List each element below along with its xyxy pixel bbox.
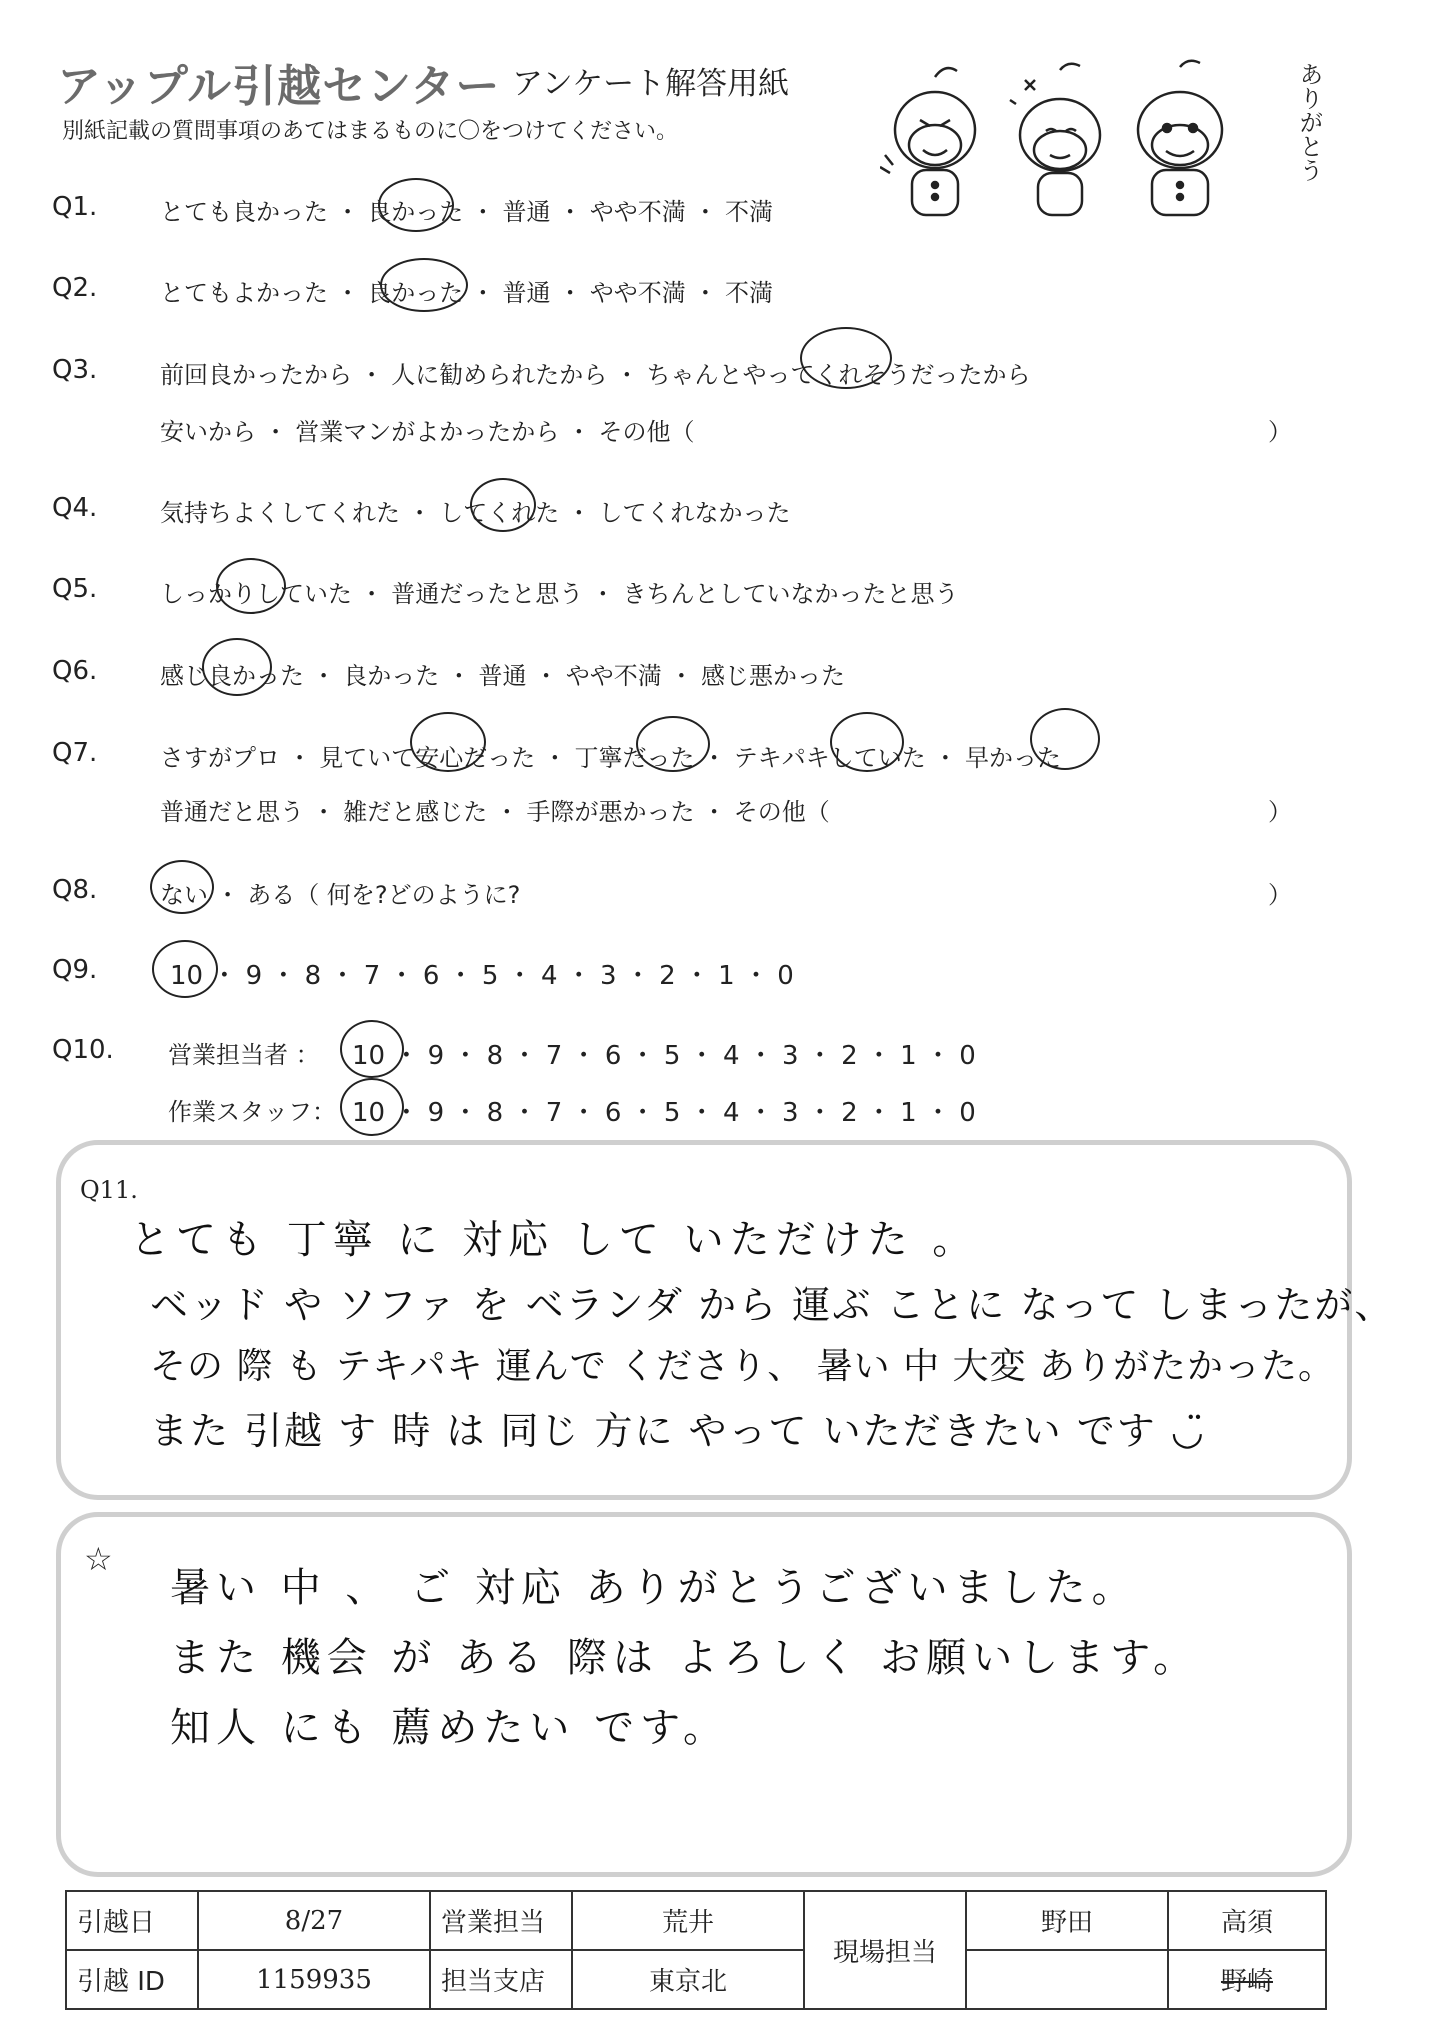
- q5-options[interactable]: しっかりしていた ・ 普通だったと思う ・ きちんとしていなかったと思う: [160, 580, 959, 608]
- q7-answer-circle-hayakatta: [1030, 708, 1100, 770]
- form-title: アンケート解答用紙: [512, 66, 790, 102]
- q10-sales-label: 営業担当者 ：: [168, 1041, 320, 1069]
- q5-answer-circle: [216, 558, 286, 614]
- q11-comment-line: その 際 も テキパキ 運んで くださり、 暑い 中 大変 ありがたかった。: [150, 1346, 1335, 1387]
- q6-label: Q6.: [52, 656, 98, 686]
- move-id-label: 引越 ID: [66, 1950, 198, 2009]
- star-icon: ☆: [84, 1540, 113, 1578]
- site-staff-value: 野崎: [1168, 1950, 1326, 2009]
- monkey-mascots-image: [880, 55, 1320, 225]
- sales-staff-label: 営業担当: [430, 1891, 572, 1950]
- move-date-label: 引越日: [66, 1891, 198, 1950]
- q10-staff-options[interactable]: 10 ・ 9 ・ 8 ・ 7 ・ 6 ・ 5 ・ 4 ・ 3 ・ 2 ・ 1 ・ 0: [352, 1098, 976, 1128]
- mascot-thanks-text: ありがとう: [1295, 62, 1323, 182]
- q4-answer-circle: [470, 478, 536, 532]
- reply-line: 暑い 中 、 ご 対応 ありがとうございました。: [170, 1565, 1138, 1611]
- q4-options[interactable]: 気持ちよくしてくれた ・ してくれた ・ してくれなかった: [160, 499, 791, 527]
- q8-label: Q8.: [52, 875, 98, 905]
- move-id-value: 1159935: [198, 1950, 430, 2009]
- q3-answer-circle: [800, 327, 892, 389]
- q10-sales-answer-circle: [340, 1020, 404, 1078]
- q1-options[interactable]: とても良かった ・ 良かった ・ 普通 ・ やや不満 ・ 不満: [160, 198, 774, 226]
- q7-answer-circle-tekipaki: [830, 712, 904, 772]
- branch-label: 担当支店: [430, 1950, 572, 2009]
- q8-answer-circle: [150, 860, 214, 914]
- sales-staff-value: 荒井: [572, 1891, 804, 1950]
- move-info-table: [65, 1890, 1327, 2010]
- q1-label: Q1.: [52, 192, 98, 222]
- instruction-text: 別紙記載の質問事項のあてはまるものに〇をつけてください。: [62, 119, 679, 144]
- q10-staff-answer-circle: [340, 1078, 404, 1136]
- q9-answer-circle: [152, 940, 218, 998]
- q10-staff-label: 作業スタッフ：: [168, 1098, 336, 1126]
- q2-options[interactable]: とてもよかった ・ 良かった ・ 普通 ・ やや不満 ・ 不満: [160, 279, 774, 307]
- q6-options[interactable]: 感じ良かった ・ 良かった ・ 普通 ・ やや不満 ・ 感じ悪かった: [160, 662, 846, 690]
- site-staff-value: 高須: [1168, 1891, 1326, 1950]
- q3-close-paren: ）: [1268, 418, 1292, 446]
- q7-options-line2[interactable]: 普通だと思う ・ 雑だと感じた ・ 手際が悪かった ・ その他（: [160, 798, 830, 826]
- q11-label: Q11.: [80, 1176, 138, 1204]
- q2-answer-circle: [380, 258, 468, 312]
- q4-label: Q4.: [52, 493, 98, 523]
- q8-options[interactable]: ない ・ ある（ 何を?どのように?: [160, 881, 521, 909]
- q9-label: Q9.: [52, 955, 98, 985]
- q8-close-paren: ）: [1268, 881, 1292, 909]
- site-staff-label: 現場担当: [804, 1891, 966, 2009]
- branch-value: 東京北: [572, 1950, 804, 2009]
- q7-answer-circle-teinei: [636, 716, 710, 772]
- q9-options[interactable]: 10 ・ 9 ・ 8 ・ 7 ・ 6 ・ 5 ・ 4 ・ 3 ・ 2 ・ 1 ・ 0: [170, 961, 794, 991]
- q1-answer-circle: [378, 178, 454, 232]
- q10-sales-options[interactable]: 10 ・ 9 ・ 8 ・ 7 ・ 6 ・ 5 ・ 4 ・ 3 ・ 2 ・ 1 ・ 0: [352, 1041, 976, 1071]
- site-staff-value: 野田: [966, 1891, 1168, 1950]
- q2-label: Q2.: [52, 273, 98, 303]
- move-date-value: 8/27: [198, 1891, 430, 1950]
- reply-line: また 機会 が ある 際は よろしく お願いします。: [170, 1635, 1200, 1681]
- q7-label: Q7.: [52, 738, 98, 768]
- q7-options-line1[interactable]: さすがプロ ・ 見ていて安心だった ・ 丁寧だった ・ テキパキしていた ・ 早かった: [160, 744, 1062, 772]
- q3-options-line1[interactable]: 前回良かったから ・ 人に勧められたから ・ ちゃんとやってくれそうだったから: [160, 361, 1031, 389]
- q7-close-paren: ）: [1268, 798, 1292, 826]
- q5-label: Q5.: [52, 574, 98, 604]
- q11-comment-line: また 引越 す 時 は 同じ 方に やって いただきたい です ◡̈: [150, 1409, 1206, 1453]
- q11-comment-line: とても 丁寧 に 対応 して いただけた 。: [130, 1217, 979, 1263]
- company-name: アップル引越センター: [57, 61, 501, 112]
- q3-label: Q3.: [52, 355, 98, 385]
- q10-label: Q10.: [52, 1035, 114, 1065]
- site-staff-empty: [966, 1950, 1168, 2009]
- reply-line: 知人 にも 薦めたい です。: [170, 1705, 729, 1751]
- q11-comment-line: ベッド や ソファ を ベランダ から 運ぶ ことに なって しまったが、: [150, 1283, 1395, 1327]
- q6-answer-circle: [202, 638, 272, 696]
- q7-answer-circle-anshin: [410, 712, 486, 772]
- q3-options-line2[interactable]: 安いから ・ 営業マンがよかったから ・ その他（: [160, 418, 695, 446]
